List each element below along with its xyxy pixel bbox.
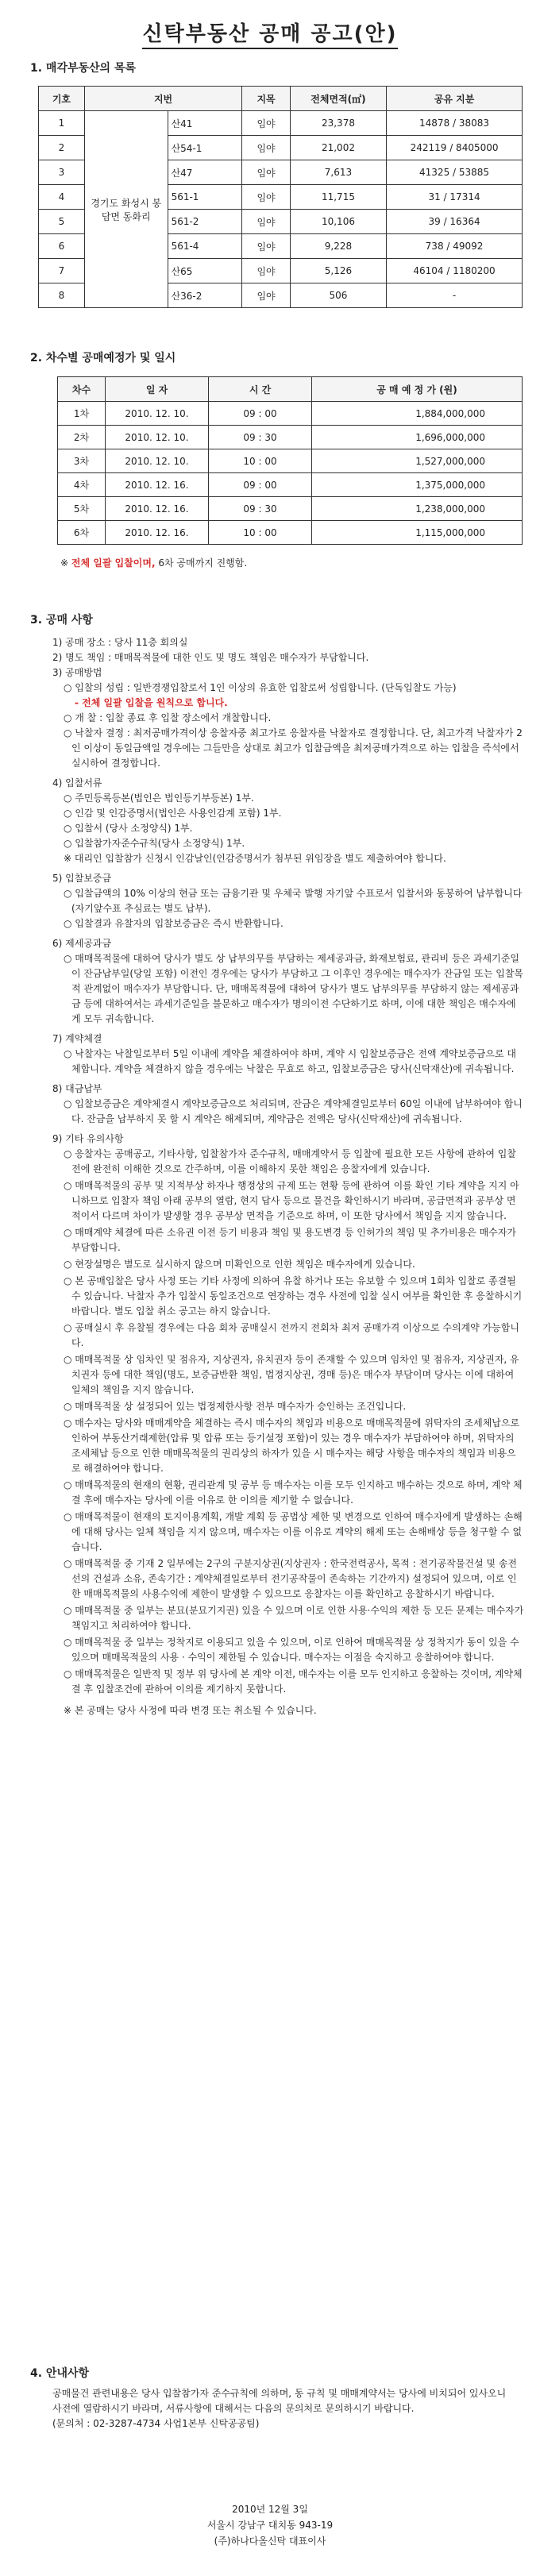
term-eviction: 2) 명도 책임 : 매매목적물에 대한 인도 및 명도 책임은 매수자가 부담합니다.	[52, 652, 369, 663]
cell-lot: 산36-2	[168, 283, 242, 308]
cell-price: 1,115,000,000	[312, 521, 523, 545]
property-list-table	[38, 86, 523, 308]
cell-area: 7,613	[290, 160, 386, 185]
contract-title: 7) 계약체결	[52, 1033, 102, 1044]
cell-price: 1,238,000,000	[312, 497, 523, 521]
col-header-time: 시 간	[209, 377, 312, 402]
doc-item: ○ 인감 및 인감증명서(법인은 사용인감계 포함) 1부.	[64, 808, 282, 819]
cell-no: 6	[39, 234, 85, 259]
cell-lot: 561-4	[168, 234, 242, 259]
other-note-item: ○ 매매목적물 상 임차인 및 점유자, 지상권자, 유치권자 등이 존재할 수 있으며 임차인 및 점유자, 지상권자, 유치권자 등에 대한 책임(명도, 보증금반환 책임, 법정지상권, 경매 등)은 매수자 부담이며 당사는 이에 대하여 일체의 책임을 지지 않습니다.	[64, 1354, 519, 1395]
cell-category: 임야	[242, 136, 291, 160]
signature-block	[0, 2501, 540, 2549]
section2-heading: 2. 차수별 공매예정가 및 일시	[30, 352, 176, 364]
signature-company: (주)하나다올신탁 대표이사	[214, 2536, 326, 2547]
auction-schedule-table	[57, 376, 523, 545]
cell-category: 임야	[242, 160, 291, 185]
other-note-item: ○ 매매목적물 중 기재 2 일부에는 2구의 구분지상권(지상권자 : 한국전력공사, 목적 : 전기공작물건설 및 송전선의 건설과 소유, 존속기간 : 계약체결일로부터 전기공작물이 존속하는 기간까지) 설정되어 있으며, 이로 인한 매매목적물의 사용수익에 제한이 발생할 수 있으므로 응찰자는 이를 확인하고 응찰하시기 바랍니다.	[64, 1558, 518, 1599]
cell-no: 3	[39, 160, 85, 185]
cell-no: 2	[39, 136, 85, 160]
property-rows	[39, 111, 523, 308]
col-header-share: 공유 지분	[387, 87, 523, 111]
cell-area: 21,002	[290, 136, 386, 160]
note-mark: ※	[60, 557, 69, 569]
cell-category: 임야	[242, 185, 291, 210]
cell-time: 10 : 00	[209, 449, 312, 473]
cell-no: 8	[39, 283, 85, 308]
term-location: 1) 공매 장소 : 당사 11층 회의실	[52, 637, 188, 648]
signature-address: 서울시 강남구 대치동 943-19	[206, 2520, 334, 2531]
cell-no: 4	[39, 185, 85, 210]
cell-lot: 산47	[168, 160, 242, 185]
cell-round: 5차	[58, 497, 106, 521]
schedule-rows	[58, 402, 523, 545]
cell-price: 1,527,000,000	[312, 449, 523, 473]
cell-time: 09 : 00	[209, 402, 312, 426]
cell-location: 경기도 화성시 봉담면 동화리	[84, 111, 168, 308]
other-note-item: ○ 공매실시 후 유찰될 경우에는 다음 회차 공매실시 전까지 전회차 최저 공매가격 이상으로 수의계약 가능합니다.	[64, 1322, 519, 1348]
cell-share: 14878 / 38083	[387, 111, 523, 136]
col-header-round: 차수	[58, 377, 106, 402]
cell-round: 3차	[58, 449, 106, 473]
method-opening: ○ 개 찰 : 입찰 종료 후 입찰 장소에서 개찰합니다.	[64, 712, 272, 723]
cell-share: 242119 / 8405000	[387, 136, 523, 160]
method-winner: ○ 낙찰자 결정 : 최저공매가격이상 응찰자중 최고가로 응찰자를 낙찰자로 결정합니다. 단, 최고가격 낙찰자가 2인 이상이 동일금액일 경우에는 그들만을 상대로 최고가 입찰금액을 최저공매가격으로 하는 입찰을 즉석에서 실시하여 결정합니다.	[64, 727, 523, 769]
cell-area: 11,715	[290, 185, 386, 210]
other-title: 9) 기타 유의사항	[52, 1133, 124, 1144]
other-note-item: ○ 매매목적물 중 일부는 정착지로 이용되고 있을 수 있으며, 이로 인하여 매매목적물 상 정착지가 동이 있을 수 있으며 매매목적물의 사용 · 수익이 제한될 수 있습니다. 매수자는 이점을 숙지하고 응찰하여야 합니다.	[64, 1637, 519, 1663]
table-row	[58, 521, 523, 545]
cell-lot: 561-1	[168, 185, 242, 210]
cancel-note-text: 본 공매는 당사 사정에 따라 변경 또는 취소될 수 있습니다.	[74, 1705, 317, 1716]
cell-time: 09 : 00	[209, 473, 312, 497]
table-row	[58, 449, 523, 473]
cell-time: 10 : 00	[209, 521, 312, 545]
other-note-item: ○ 매매목적물 상 설정되어 있는 법정제한사항 전부 매수자가 승인하는 조건입니다.	[64, 1401, 407, 1412]
doc-item: ○ 입찰서 (당사 소정양식) 1부.	[64, 823, 193, 834]
cell-area: 10,106	[290, 210, 386, 234]
term-method-title: 3) 공매방법	[52, 667, 102, 678]
method-establish: ○ 입찰의 성립 : 일반경쟁입찰로서 1인 이상의 유효한 입찰로써 성립합니다. (단독입찰도 가능)	[64, 682, 457, 693]
table-row	[58, 497, 523, 521]
cell-area: 9,228	[290, 234, 386, 259]
cell-date: 2010. 12. 16.	[106, 521, 209, 545]
other-note-item: ○ 매매목적물의 공부 및 지적부상 하자나 행정상의 규제 또는 현황 등에 관하여 이를 확인 기타 계약을 지지 아니하므로 입찰자 책임 아래 공부의 열람, 현지 답사 등으로 물건을 확인하시기 바라며, 공급면적과 공부상 면적이서 다르며 차이가 발생할 경우 공부상 면적을 기준으로 하며, 이 또한 당사에서 책임을 지지 않습니다.	[64, 1180, 519, 1221]
payment-item: ○ 입찰보증금은 계약체결시 계약보증금으로 처리되며, 잔금은 계약체결일로부터 60일 이내에 납부하여야 합니다. 잔금을 납부하지 못 할 시 계약은 해제되며, 계약금은 전액은 당사(신탁재산)에 귀속됩니다.	[64, 1098, 523, 1124]
guidance-section	[30, 2366, 516, 2431]
cell-share: -	[387, 283, 523, 308]
guidance-text: 공매물건 관련내용은 당사 입찰참가자 준수규칙에 의하며, 동 규칙 및 매매계약서는 당사에 비치되어 있사오니 사전에 열람하시기 바라며, 서류사항에 대해서는 다음의 문의처로 문의하시기 바랍니다.	[52, 2388, 507, 2414]
table-row	[58, 402, 523, 426]
cell-round: 6차	[58, 521, 106, 545]
other-note-item: ○ 매매목적물이 현재의 토지이용계획, 개발 계획 등 공법상 제한 및 변경으로 인하여 매수자에게 발생하는 손해에 대해 당사는 일체 책임을 지지 않으며, 매수자는 이를 이유로 계약의 해제 또는 손해배상 등을 청구할 수 없습니다.	[64, 1511, 523, 1552]
cell-category: 임야	[242, 234, 291, 259]
cell-no: 1	[39, 111, 85, 136]
cell-no: 7	[39, 259, 85, 283]
other-note-item: ○ 매매목적물은 일반적 및 정부 위 당사에 본 계약 이전, 매수자는 이를 모두 인지하고 응찰하는 것이며, 계약체결 후 입찰조건에 관하여 이의를 제기하지 못합니다.	[64, 1668, 523, 1695]
section1-heading: 1. 매각부동산의 목록	[30, 62, 136, 75]
col-header-area: 전체면적(㎡)	[290, 87, 386, 111]
cell-date: 2010. 12. 10.	[106, 426, 209, 449]
deposit-item: ○ 입찰금액의 10% 이상의 현금 또는 금융기관 및 우체국 발행 자기앞 수표로서 입찰서와 동봉하여 납부합니다(자기앞수표 추심료는 별도 납부).	[64, 888, 523, 914]
cell-time: 09 : 30	[209, 426, 312, 449]
cell-time: 09 : 30	[209, 497, 312, 521]
deposit-item: ○ 입찰결과 유찰자의 입찰보증금은 즉시 반환합니다.	[64, 918, 284, 929]
cell-lot: 산54-1	[168, 136, 242, 160]
contract-item: ○ 낙찰자는 낙찰일로부터 5일 이내에 계약을 체결하여야 하며, 계약 시 입찰보증금은 전액 계약보증금으로 대체합니다. 계약을 체결하지 않을 경우에는 낙찰은 무효로 하고, 입찰보증금은 당사(신탁재산)에 귀속됩니다.	[64, 1048, 516, 1074]
cell-date: 2010. 12. 16.	[106, 497, 209, 521]
cell-area: 506	[290, 283, 386, 308]
other-note-item: ○ 매매목적물의 현재의 현황, 권리관계 및 공부 등 매수자는 이를 모두 인지하고 매수하는 것으로 하며, 계약 체결 후에 매수자는 당사에 이를 이유로 한 이의를 제기할 수 없습니다.	[64, 1479, 523, 1506]
col-header-price: 공 매 예 정 가 (원)	[312, 377, 523, 402]
tax-title: 6) 제세공과금	[52, 938, 112, 949]
cell-round: 2차	[58, 426, 106, 449]
cell-share: 738 / 49092	[387, 234, 523, 259]
cell-lot: 산65	[168, 259, 242, 283]
cell-category: 임야	[242, 210, 291, 234]
other-note-item: ○ 현장설명은 별도로 실시하지 않으며 미확인으로 인한 책임은 매수자에게 있습니다.	[64, 1259, 415, 1270]
page-title: 신탁부동산 공매 공고(안)	[0, 17, 540, 47]
section3-heading: 3. 공매 사항	[30, 614, 93, 627]
cell-category: 임야	[242, 111, 291, 136]
doc-note: ※ 대리인 입찰참가 신청시 인감날인(인감증명서가 첨부된 위임장을 별도 제출하여야 합니다.	[64, 853, 446, 864]
cell-round: 4차	[58, 473, 106, 497]
docs-title: 4) 입찰서류	[52, 777, 102, 789]
method-bulk-bid: - 전체 일괄 입찰을 원칙으로 합니다.	[75, 697, 228, 708]
table-row	[39, 111, 523, 136]
note-highlight: 전체 일괄 입찰이며,	[71, 557, 156, 569]
cell-price: 1,696,000,000	[312, 426, 523, 449]
table-row	[58, 473, 523, 497]
doc-item: ○ 주민등록등본(법인은 법인등기부등본) 1부.	[64, 792, 254, 804]
other-note-item: ○ 응찰자는 공매공고, 기타사항, 입찰참가자 준수규칙, 매매계약서 등 입찰에 필요한 모든 사항에 관하여 입찰 전에 완전히 이해한 것으로 간주하며, 이를 이해하지 못한 책임은 응찰자에게 있습니다.	[64, 1148, 516, 1174]
cell-price: 1,884,000,000	[312, 402, 523, 426]
cancel-note	[64, 1703, 524, 1718]
doc-item: ○ 입찰참가자준수규칙(당사 소정양식) 1부.	[64, 838, 245, 849]
note-text: 6차 공매까지 진행함.	[155, 557, 248, 569]
cell-date: 2010. 12. 10.	[106, 402, 209, 426]
cell-share: 39 / 16364	[387, 210, 523, 234]
cell-date: 2010. 12. 10.	[106, 449, 209, 473]
other-note-item: ○ 매수자는 당사와 매매계약을 체결하는 즉시 매수자의 책임과 비용으로 매매목적물에 위탁자의 조세체납으로 인하여 부동산거래제한(압류 및 압류 또는 등기설정 포함)이 있는 경우 매수자가 부담하여야 하며, 위탁자의 조세체납 등으로 인한 매매목적물의 권리상의 하자가 있을 시 매수자는 해당 사항을 매수자의 책임과 비용으로 해결하여야 합니다.	[64, 1417, 520, 1474]
cell-area: 5,126	[290, 259, 386, 283]
col-header-lot: 지번	[84, 87, 241, 111]
signature-date: 2010년 12월 3일	[232, 2504, 308, 2515]
cell-category: 임야	[242, 259, 291, 283]
other-note-item: ○ 매매계약 체결에 따른 소유권 이전 등기 비용과 책임 및 용도변경 등 인허가의 책임 및 추가비용은 매수자가 부담합니다.	[64, 1227, 516, 1253]
cell-area: 23,378	[290, 111, 386, 136]
table-header-row	[39, 87, 523, 111]
other-note-item: ○ 본 공매입찰은 당사 사정 또는 기타 사정에 의하여 유찰 하거나 또는 유보할 수 있으며 1회차 입찰로 종결될 수 있습니다. 낙찰자 추가 입찰시 동일조건으로 연장하는 경우 사전에 입찰 실시 여부를 확인한 후 응찰하시기 바랍니다. 별도 입찰 취소 공고는 하지 않습니다.	[64, 1275, 523, 1317]
cell-no: 5	[39, 210, 85, 234]
cell-lot: 561-2	[168, 210, 242, 234]
table-header-row	[58, 377, 523, 402]
cell-share: 46104 / 1180200	[387, 259, 523, 283]
section4-heading: 4. 안내사항	[30, 2367, 90, 2380]
cell-price: 1,375,000,000	[312, 473, 523, 497]
cell-round: 1차	[58, 402, 106, 426]
cell-date: 2010. 12. 16.	[106, 473, 209, 497]
schedule-note	[60, 556, 247, 569]
cell-share: 31 / 17314	[387, 185, 523, 210]
payment-title: 8) 대금납부	[52, 1083, 102, 1094]
cell-lot: 산41	[168, 111, 242, 136]
deposit-title: 5) 입찰보증금	[52, 873, 112, 884]
cell-share: 41325 / 53885	[387, 160, 523, 185]
other-note-item: ○ 매매목적물 중 일부는 분묘(분묘기지권) 있을 수 있으며 이로 인한 사용·수익의 제한 등 모든 문제는 매수자가 책임지고 처리하여야 합니다.	[64, 1605, 524, 1631]
note-mark: ※	[64, 1705, 72, 1716]
table-row	[58, 426, 523, 449]
auction-terms	[40, 635, 524, 1718]
cell-category: 임야	[242, 283, 291, 308]
other-notes-list	[40, 1147, 524, 1697]
col-header-date: 일 자	[106, 377, 209, 402]
tax-item: ○ 매매목적물에 대하여 당사가 별도 상 납부의무를 부담하는 제세공과금, 화재보험료, 관리비 등은 과세기준일이 잔금납부일(당일 포함) 이전인 경우에는 당사가 부담하고 그 이후인 경우에는 매수자가 잔금일 또는 입찰목적 관계없이 매수자가 부담합니다. 단, 매매목적물에 대하여 당사가 별도 납부의무를 부담하지 않는 제세공과금 등에 대하여서는 과세기준일을 불문하고 매수자가 명의이전 수단하기로 하며, 이에 대한 책임은 매수자에게 모두 귀속합니다.	[64, 953, 524, 1024]
col-header-no: 기호	[39, 87, 85, 111]
contact-info: (문의처 : 02-3287-4734 사업1본부 신탁공공팀)	[52, 2418, 260, 2429]
col-header-category: 지목	[242, 87, 291, 111]
